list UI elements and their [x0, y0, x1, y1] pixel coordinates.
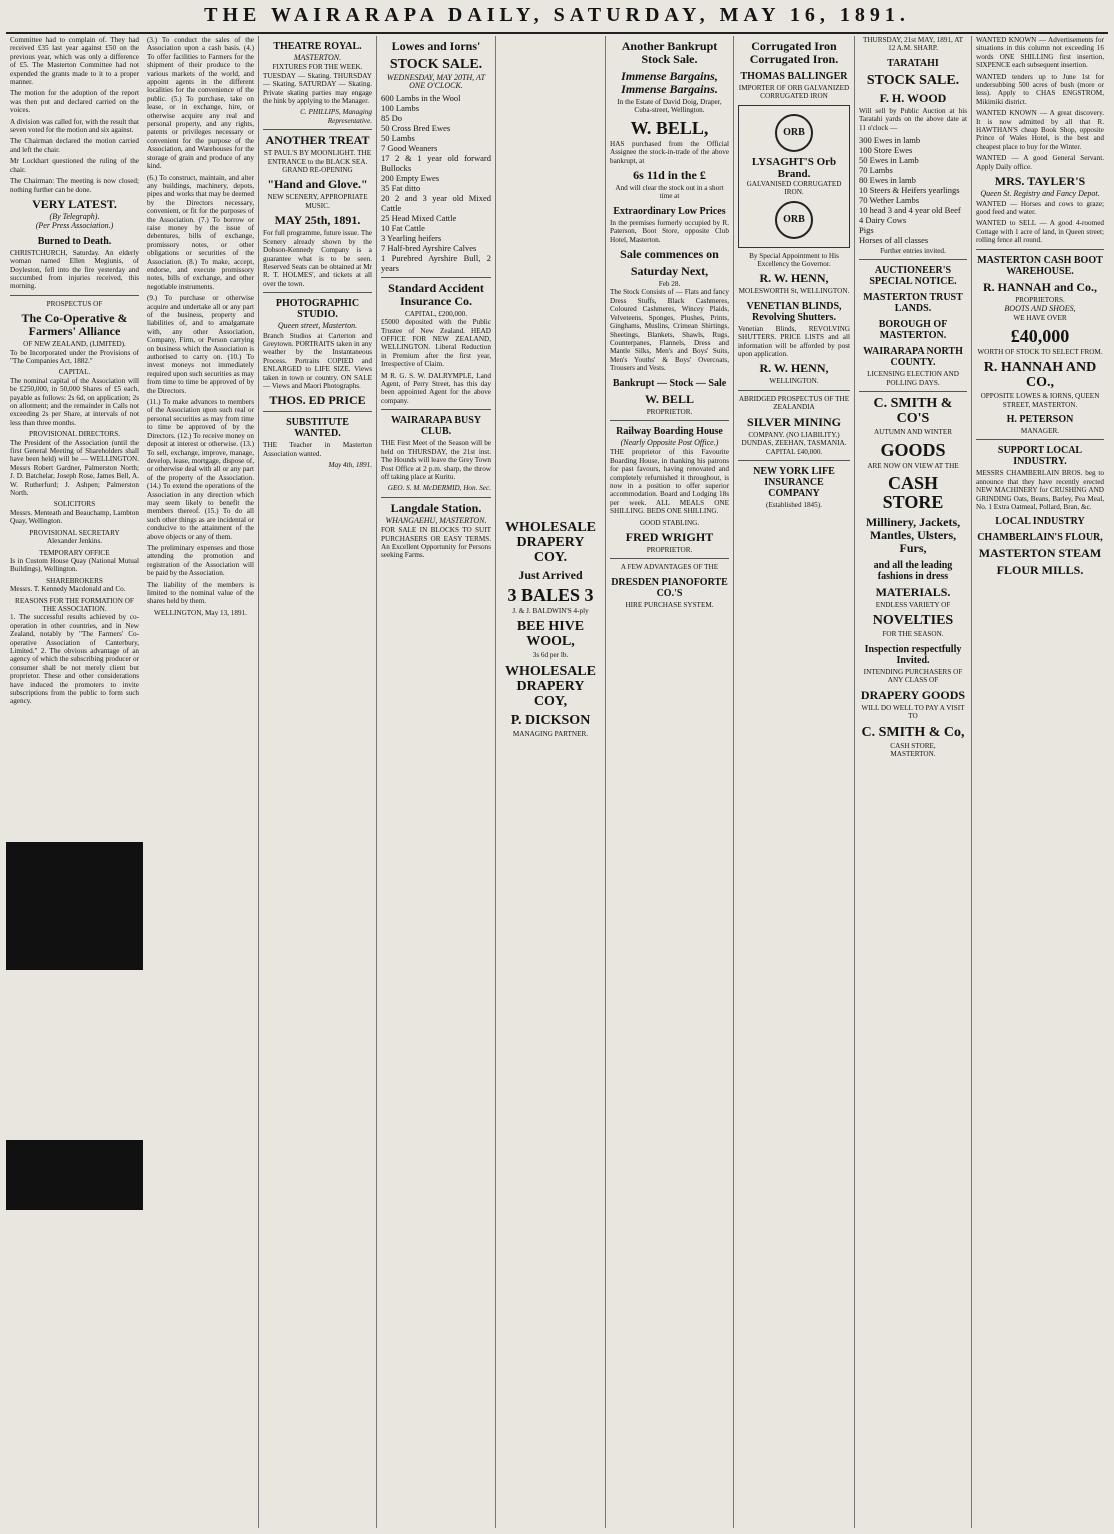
divider: [263, 292, 372, 293]
paragraph: The Stock Consists of — Flats and fancy Dress Stuffs, Black Cashmeres, Coloured Cashmeres, Wincey Plaids, Velveteens, Sponges, Plushes, Prints, Ginghams, Muslins, Crimean Shirtings, Sheetings, Blankets, Shawls, Rugs, Counterpanes, Flannels, Dress and Mantle Silks, Men's and Boys' Suits, Men's Youths' & Boys' Overcoats, Trousers and Vests.: [610, 288, 729, 373]
list-item: 200 Empty Ewes: [381, 172, 440, 183]
heading-materials: MATERIALS.: [875, 585, 951, 600]
subheading: BOOTS AND SHOES,: [1004, 303, 1076, 313]
heading-sale-commences: Sale commences on: [620, 247, 719, 262]
heading-auctioneer: AUCTIONEER'S SPECIAL NOTICE.: [869, 265, 957, 288]
list-item: 20 2 and 3 year old Mixed Cattle: [381, 192, 491, 213]
heading-bankrupt-2: Bankrupt — Stock — Sale: [612, 377, 727, 389]
section-heading: PROVISIONAL SECRETARY: [29, 528, 120, 537]
divider: [738, 460, 850, 461]
paragraph: The nominal capital of the Association will be £250,000, in 50,000 Shares of £5 each, payable as follows: 2s 6d, on application; 2s on allotment; and the remainder in Calls not exceeding 2s per Share, at intervals of not less than three months.: [10, 376, 139, 427]
list-item: 4 Dairy Cows: [859, 215, 907, 226]
column-4: [376, 36, 495, 1528]
title-line: PROPRIETOR.: [646, 407, 693, 416]
heading-mills: FLOUR MILLS.: [996, 563, 1084, 578]
capital: CAPITAL, £200,000.: [404, 309, 468, 318]
orb-logo: ORB: [775, 201, 813, 239]
divider: [263, 129, 372, 130]
list-item: 7 Half-bred Ayrshire Calves: [381, 242, 477, 253]
subheading: (By Telegraph).: [49, 211, 100, 221]
address: WELLINGTON.: [769, 377, 819, 386]
heading-stock-sale-2: STOCK SALE.: [866, 72, 960, 88]
orb-logo: ORB: [775, 114, 813, 152]
section-heading: TEMPORARY OFFICE: [39, 548, 110, 557]
list-item: 50 Cross Bred Ewes: [381, 122, 451, 133]
divider: [859, 391, 967, 392]
list-item: 25 Head Mixed Cattle: [381, 212, 457, 223]
section-heading: SHAREBROKERS: [46, 576, 103, 585]
paragraph: Venetian Blinds, REVOLVING SHUTTERS. PRICE LISTS and all information will be afforded by post upon application.: [738, 324, 850, 359]
heading-c-smith-2: C. SMITH & Co,: [861, 724, 965, 740]
paragraph: Messrs. Menteath and Beauchamp, Lambton Quay, Wellington.: [10, 508, 139, 526]
paragraph: £5000 deposited with the Public Trustee of New Zealand. HEAD OFFICE FOR NEW ZEALAND, WELLINGTON. Liberal Reduction in Premium after the first year, Irrespective of Claim.: [381, 318, 491, 369]
section-heading: CAPITAL.: [58, 368, 91, 377]
subheading: HIRE PURCHASE SYSTEM.: [625, 600, 714, 609]
subheading: ENDLESS VARIETY OF: [875, 601, 951, 610]
heading-drapery-goods: DRAPERY GOODS: [860, 687, 966, 702]
manager-name: H. PETERSON: [1006, 413, 1074, 425]
column-7: [733, 36, 854, 1528]
subheading: WE HAVE OVER: [1013, 314, 1067, 323]
goods-line: and all the leading fashions in dress: [873, 560, 953, 583]
signature: GEO. S. M. McDERMID, Hon. Sec.: [387, 484, 491, 493]
column-9: [971, 36, 1108, 1528]
list-item: 600 Lambs in the Wool: [381, 92, 461, 103]
heading-support: SUPPORT LOCAL INDUSTRY.: [997, 445, 1083, 468]
stock-list: [381, 93, 491, 273]
subheading: (Established 1845).: [766, 500, 822, 509]
classified: WANTED tenders up to June 1st for undersubbing 500 acres of bush (more or less). Apply to CHAS ENGSTROM, Mikimiki district.: [976, 72, 1104, 106]
subheading: IMPORTER OF ORB GALVANIZED CORRUGATED IRON: [738, 84, 850, 101]
subheading: ARE NOW ON VIEW AT THE: [867, 461, 959, 470]
list-item: 80 Ewes in lamb: [859, 175, 916, 186]
list-item: 10 Fat Cattle: [381, 222, 425, 233]
title-line: MANAGER.: [1020, 426, 1060, 435]
column-1: [6, 36, 143, 1528]
heading-cash-boot: MASTERTON CASH BOOT WAREHOUSE.: [977, 254, 1103, 277]
orb-brand-ad: [738, 105, 850, 248]
masthead-rule: [6, 32, 1108, 34]
list-item: 1 Purebred Ayrshire Bull, 2 years: [381, 252, 491, 273]
divider: [859, 259, 967, 260]
subheading: WILL DO WELL TO PAY A VISIT TO: [861, 703, 965, 721]
list-item: 70 Wether Lambs: [859, 195, 920, 206]
heading-henn-2: R. W. HENN,: [759, 361, 829, 376]
heading-low-prices: Extraordinary Low Prices: [613, 205, 726, 217]
photographer-name: THOS. ED PRICE: [269, 393, 366, 408]
title-line: PROPRIETORS.: [1015, 295, 1065, 304]
stabling: GOOD STABLING.: [639, 518, 700, 527]
subheading: LICENSING ELECTION AND POLLING DAYS.: [867, 370, 959, 387]
list-item: 3 Yearling heifers: [381, 232, 442, 243]
sale-date: Feb 28.: [658, 280, 681, 289]
list-item: 10 head 3 and 4 year old Beef: [859, 205, 961, 216]
title-line: MANAGING PARTNER.: [512, 729, 589, 738]
masthead: THE WAIRARAPA DAILY, SATURDAY, MAY 16, 1891.: [204, 4, 910, 26]
list-item: 300 Ewes in lamb: [859, 135, 921, 146]
classified: WANTED KNOWN — Advertisements for situations in this column not exceeding 16 words ONE SHILLING first insertion, SIXPENCE each subsequent insertion.: [976, 36, 1104, 70]
sale-date: WEDNESDAY, MAY 20TH, AT ONE O'CLOCK.: [386, 73, 486, 91]
dateline: May 4th, 1891.: [328, 461, 372, 470]
section-heading: FIXTURES FOR THE WEEK.: [272, 63, 363, 72]
heading-w-bell-2: W. BELL: [645, 391, 694, 406]
paragraph: (9.) To purchase or otherwise acquire and undertake all or any part of the business, property and liabilities of, and to amalgamate with, any other Association, Company, Firm, or Person carrying on business which the Association is authorised to carry on. (10.) To invest moneys not immediately required upon such securities as may from time to time be approved of by the Directors.: [147, 294, 254, 395]
paragraph: THE First Meet of the Season will be held on THURSDAY, the 21st inst. The Hounds will leave the Grey Town Post Office at 2 p.m. sharp, the throw off taking place at Kuritu.: [381, 439, 491, 481]
heading-taratahi: TARATAHI: [887, 57, 939, 69]
column-8: [854, 36, 971, 1528]
paragraph: NEW SCENERY, APPROPRIATE MUSIC.: [267, 193, 368, 210]
sale-date: THURSDAY, 21st MAY, 1891, AT 12 A.M. SHARP.: [862, 36, 964, 53]
list-item: 35 Fat ditto: [381, 182, 421, 193]
silver-pre: ABRIDGED PROSPECTUS OF THE ZEALANDIA: [738, 394, 850, 412]
paragraph: Is in Custom House Quay (National Mutual Buildings), Wellington.: [10, 556, 139, 574]
event-date: MAY 25th, 1891.: [274, 213, 361, 228]
subheading: CASH STORE,: [890, 741, 936, 750]
paragraph: TUESDAY — Skating. THURSDAY — Skating. SATURDAY — Skating. Private skating parties may engage the hink by applying to the Manager.: [263, 71, 372, 106]
heading-hannah-2: R. HANNAH AND CO.,: [983, 360, 1097, 391]
title-line: PROPRIETOR.: [646, 546, 693, 554]
paragraph: For full programme, future issue. The Scenery already shown by the Dobson-Kennedy Company is a guarantee what is to be seen. Reserved Seats can be obtained at Mr R. T. HOLMES', and tickets at all over the town.: [263, 229, 372, 288]
heading-silver-mining: SILVER MINING: [747, 414, 841, 429]
capital: CAPITAL £40,000.: [765, 447, 823, 456]
paragraph: MESSRS CHAMBERLAIN BROS. beg to announce that they have recently erected NEW MACHINERY for CRUSHING AND GRINDING Oats, Beans, Barley, Pea Meal, No. 1 Extra Oatmeal, Pollard, Bran, &c.: [976, 469, 1104, 511]
paragraph: Committee had to complain of. They had received £35 last year against £50 on the previous year, which was only a difference of £5. The Masterton Committee had not expended the grants made to it to a proper manner.: [10, 36, 139, 87]
paragraph: (11.) To make advances to members of the Association upon such real or personal securities as may from time to time be approved of by the Directors. (12.) To receive money on deposit at interest or otherwise. (13.) To sell, exchange, improve, manage, develop, lease, mortgage, dispose of, or otherwise deal with all or any part of the property of the Association. (14.) To extend the operations of the Association in any direction which may seem likely to benefit the members thereof. (15.) To do all such other things as are incidental or conducive to the attainment of the above objects or any of them.: [147, 398, 254, 541]
heading-hand-and-glove: "Hand and Glove.": [267, 177, 368, 192]
heading-steam: MASTERTON STEAM: [978, 546, 1102, 561]
heading-langdale: Langdale Station.: [390, 500, 482, 515]
list-item: 70 Lambs: [859, 165, 893, 176]
list-item: 100 Store Ewes: [859, 145, 913, 156]
heading-novelties: NOVELTIES: [872, 613, 954, 629]
galvanised-label: GALVANISED CORRUGATED IRON.: [746, 179, 842, 197]
paragraph: Will sell by Public Auction at his Taratahi yards on the above date at 11 o'clock —: [859, 106, 967, 132]
paragraph: (3.) To conduct the sales of the Association upon a cash basis. (4.) To offer facilities to Farmers for the shipment of their produce to the various markets of the world, and appoint agents in the different localities for the convenience of the public. (5.) To purchase, take on lease, or in exchange, hire, or otherwise acquire any real and personal property, and any rights, patents or privileges necessary or convenient for the purpose of the Association, and Warehouses for the storage of grain and produce of any kind.: [147, 36, 254, 171]
heading-w-bell: W. BELL,: [630, 117, 709, 138]
heading-corrugated-iron: Corrugated Iron Corrugated Iron.: [749, 39, 839, 66]
column-3: [258, 36, 376, 1528]
classified: WANTED — Horses and cows to graze; good feed and water.: [976, 199, 1104, 216]
column-2: [143, 36, 258, 1528]
heading-fred-wright: FRED WRIGHT: [625, 530, 714, 544]
subheading: AUTUMN AND WINTER: [873, 428, 953, 437]
heading-another-treat: ANOTHER TREAT: [265, 133, 370, 148]
heading-goods: GOODS: [880, 439, 946, 460]
list-item: 50 Lambs: [381, 132, 415, 143]
heading-c-smith: C. SMITH & CO'S: [873, 396, 953, 427]
section-heading: SOLICITORS: [53, 500, 96, 509]
heading-theatre-royal: THEATRE ROYAL.: [273, 41, 362, 52]
divider: [610, 420, 729, 421]
heading-lowes-iorns: Lowes and Iorns': [391, 39, 481, 53]
column-6: [605, 36, 733, 1528]
dateline: WELLINGTON, May 13, 1891.: [154, 608, 247, 617]
divider: [10, 295, 139, 296]
paragraph: THE Teacher in Masterton Association wanted.: [263, 441, 372, 458]
heading-photo-studio: PHOTOGRAPHIC STUDIO.: [275, 298, 360, 321]
prospectus-label: PROSPECTUS OF: [46, 299, 103, 308]
discount: 6s 11d in the £: [633, 168, 706, 183]
goods-list: Millinery, Jackets, Mantles, Ulsters, Furs,: [865, 515, 961, 556]
subheading: Queen St. Registry and Fancy Depot.: [980, 189, 1100, 199]
divider: [976, 249, 1104, 250]
subheading: INTENDING PURCHASERS OF ANY CLASS OF: [863, 667, 963, 685]
paragraph: The liability of the members is limited to the nominal value of the shares held by them.: [147, 580, 254, 606]
paragraph: The Chairman declared the motion carried and left the chair.: [10, 137, 139, 154]
heading-f-h-wood: F. H. WOOD: [879, 90, 947, 105]
paragraph: To be Incorporated under the Provisions of "The Companies Act, 1882.": [10, 348, 139, 365]
heading-bargains: Immense Bargains, Immense Bargains.: [621, 69, 718, 96]
paragraph: ST PAUL'S BY MOONLIGHT. THE ENTRANCE to the BLACK SEA. GRAND RE-OPENING: [263, 149, 372, 175]
paragraph: (6.) To construct, maintain, and alter any buildings, machinery, depots, pipes and works that may be deemed by the Directors necessary, convenient, or fit for the purposes of the Association. (7.) To borrow or raise money by the issue of debentures, bills of exchange, promissory notes, or other obligations or securities of the Association. (8.) To make, accept, endorse, and execute promissory notes, bills of exchange, and other negotiable instruments.: [147, 173, 254, 291]
subheading: OF NEW ZEALAND, (LIMITED).: [23, 340, 126, 349]
divider: [381, 497, 491, 498]
heading-ballinger: THOMAS BALLINGER: [740, 71, 848, 82]
paragraph: In the premises formerly occupied by R. Paterson, Boot Store, opposite Club Hotel, Masterton.: [610, 218, 729, 244]
section-heading: PROVISIONAL DIRECTORS.: [28, 430, 121, 439]
brand-line: J. & J. BALDWIN'S 4-ply: [512, 607, 589, 615]
divider: [381, 409, 491, 410]
note: Further entries invited.: [880, 247, 946, 256]
list-item: 85 Do: [381, 112, 403, 123]
divider: [738, 390, 850, 391]
heading-new-york-life: NEW YORK LIFE INSURANCE COMPANY: [753, 465, 835, 499]
signature: C. PHILLIPS, Managing Representative.: [300, 108, 372, 125]
heading-trust-lands: MASTERTON TRUST LANDS.: [863, 292, 963, 315]
heading-coop: The Co-Operative & Farmers' Alliance: [21, 311, 128, 339]
paragraph: The Chairman: The meeting is now closed; nothing further can be done.: [10, 177, 139, 194]
subheading: FOR THE SEASON.: [882, 630, 944, 639]
subheading: MASTERTON.: [293, 53, 342, 62]
stock-list: [859, 135, 967, 245]
stock-value: £40,000: [1010, 325, 1070, 346]
paragraph: M R. G. S. W. DALRYMPLE, Land Agent, of Perry Street, has this day been appointed Agent for the above company.: [381, 371, 491, 405]
heading-bales: 3 BALES 3: [507, 585, 594, 605]
list-item: Pigs: [859, 225, 874, 236]
subheading: COMPANY. (NO LIABILITY.) DUNDAS, ZEEHAN, TASMANIA.: [741, 430, 847, 448]
divider: [610, 558, 729, 559]
heading-bankrupt-sale: Another Bankrupt Stock Sale.: [621, 39, 718, 66]
appointment: By Special Appointment to His Excellency the Governor.: [749, 251, 839, 269]
paragraph: THE proprietor of this Favourite Boarding House, in thanking his patrons for past favours, having renovated and completely refurnished it throughout, is now in a position to offer superior accommodation. Board and Lodging 18s per week. ALL MEALS ONE SHILLING. BEDS ONE SHILLING.: [610, 448, 729, 516]
list-item: 100 Lambs: [381, 102, 420, 113]
paragraph: CHRISTCHURCH, Saturday. An elderly woman named Ellen Megiunis, of Doyleston, fell into the fire yesterday and succumbed from injuries received, this morning.: [10, 248, 139, 291]
heading-railway: Railway Boarding House: [616, 425, 723, 437]
heading-stock-sale: STOCK SALE.: [389, 57, 483, 72]
paragraph: Mr Lockhart questioned the ruling of the chair.: [10, 157, 139, 174]
subheading: WORTH OF STOCK TO SELECT FROM.: [977, 347, 1103, 356]
heading-henn: R. W. HENN,: [759, 271, 829, 286]
address: OPPOSITE LOWES & IORNS, QUEEN STREET, MASTERTON.: [980, 392, 1100, 409]
heading-dickson: P. DICKSON: [510, 712, 591, 728]
heading-hannah: R. HANNAH and Co.,: [982, 279, 1097, 294]
heading-wholesale-drapery: WHOLESALE DRAPERY COY.: [504, 520, 597, 565]
subheading: (Nearly Opposite Post Office.): [620, 437, 719, 447]
paragraph: FOR SALE IN BLOCKS TO SUIT PURCHASERS OR EASY TERMS. An Excellent Opportunity for Persons seeking Farms.: [381, 526, 491, 560]
heading-cash-store: CASH STORE: [882, 473, 944, 513]
heading-bee-hive: BEE HIVE WOOL,: [516, 619, 585, 650]
redaction-block: [6, 1140, 143, 1210]
paragraph: And will clear the stock out in a short time at: [615, 184, 724, 201]
column-5: [495, 36, 605, 1528]
divider: [976, 439, 1104, 440]
subheading: MASTERTON.: [890, 749, 936, 758]
heading-flour: CHAMBERLAIN'S FLOUR,: [977, 532, 1103, 544]
heading-saturday: Saturday Next,: [630, 264, 709, 279]
paragraph: Alexander Jenkins.: [46, 537, 103, 546]
list-item: Horses of all classes: [859, 235, 929, 246]
dresden-pre: A FEW ADVANTAGES OF THE: [620, 563, 719, 572]
paragraph: The preliminary expenses and those attending the promotion and registration of the Association will be paid by the Association.: [147, 543, 254, 578]
paragraph: In the Estate of David Doig, Draper, Cuba-street, Wellington.: [617, 98, 722, 115]
section-heading: REASONS FOR THE FORMATION OF THE ASSOCIATION.: [15, 596, 134, 613]
subheading: WHANGAEHU, MASTERTON.: [385, 515, 487, 525]
list-item: 50 Ewes in Lamb: [859, 155, 919, 166]
heading-burned: Burned to Death.: [37, 235, 112, 247]
divider: [381, 277, 491, 278]
divider: [263, 411, 372, 412]
paragraph: The motion for the adoption of the report was then put and declared carried on the voices.: [10, 89, 139, 115]
paragraph: The President of the Association (until the first General Meeting of Shareholders shall have been held) will be — WELLINGTON. Messrs Robert Gardner, Palmerston North; J. D. Batchelar, Joseph Rose, James Bell, A. W. Rutherfurd; J. Ashpen; Palmerston North.: [10, 438, 139, 498]
heading-busy-club: WAIRARAPA BUSY CLUB.: [390, 415, 482, 438]
list-item: 10 Steers & Heifers yearlings: [859, 185, 960, 196]
address: MOLESWORTH St, WELLINGTON.: [738, 287, 850, 296]
heading-just-arrived: Just Arrived: [518, 568, 583, 582]
classified: WANTED to SELL — A good 4-roomed Cottage with 1 acre of land, in Queen street; rolling fence all round.: [976, 219, 1104, 245]
heading-north-county: WAIRARAPA NORTH COUNTY.: [863, 346, 963, 369]
paragraph: A division was called for, with the result that seven voted for the motion and six against.: [10, 117, 139, 135]
heading-wholesale-drapery-2: WHOLESALE DRAPERY COY,: [504, 663, 597, 709]
paragraph: Branch Studios at Carterton and Greytown. PORTRAITS taken in any weather by the Instantaneous Process. Portraits COPIED and ENLARGED to LIFE SIZE. Views taken in town or country. ON SALE — Views and Maori Photographs.: [263, 331, 372, 390]
heading-dresden: DRESDEN PIANOFORTE CO.'S: [611, 576, 728, 599]
classified: WANTED KNOWN — A great discovery. It is now admitted by all that R. HAWTHAN'S cheap Book Shop, opposite Prince of Wales Hotel, is the best and cheapest place to buy for the Winter.: [976, 109, 1104, 151]
subheading: (Per Press Association.): [35, 221, 114, 231]
heading-standard-accident: Standard Accident Insurance Co.: [388, 280, 484, 308]
orb-brand: LYSAGHT'S Orb Brand.: [751, 155, 837, 180]
classified: WANTED — A good General Servant. Apply Daily office.: [976, 154, 1104, 171]
heading-taylers: MRS. TAYLER'S: [994, 174, 1086, 189]
paragraph: HAS purchased from the Official Assignee the stock-in-trade of the above bankrupt, at: [610, 139, 729, 165]
paragraph: Messrs. T. Kennedy Macdonald and Co.: [10, 585, 126, 594]
heading-very-latest: VERY LATEST.: [32, 196, 117, 211]
subheading: Queen street, Masterton.: [277, 321, 358, 331]
heading-blinds: VENETIAN BLINDS, Revolving Shutters.: [746, 300, 842, 323]
redaction-block: [6, 842, 143, 970]
inspection: Inspection respectfully Invited.: [864, 643, 962, 666]
list-item: 17 2 & 1 year old forward Bullocks: [381, 152, 491, 173]
heading-substitute: SUBSTITUTE WANTED.: [286, 417, 349, 440]
price: 3s 6d per lb.: [532, 651, 569, 660]
heading-borough: BOROUGH OF MASTERTON.: [878, 319, 948, 342]
paragraph: 1. The successful results achieved by co-operation in other countries, and in New Zealand, notably by "The Farmers' Co-operative Association of Canterbury, Limited." 2. The obvious advantage of an agency of which the subscribing producer or consumer shall be not merely client but proprietor. These and other considerations have induced the promoters to invite subscriptions from the public to form such agency.: [10, 613, 139, 706]
list-item: 7 Good Weaners: [381, 142, 438, 153]
motto: LOCAL INDUSTRY: [995, 516, 1085, 528]
